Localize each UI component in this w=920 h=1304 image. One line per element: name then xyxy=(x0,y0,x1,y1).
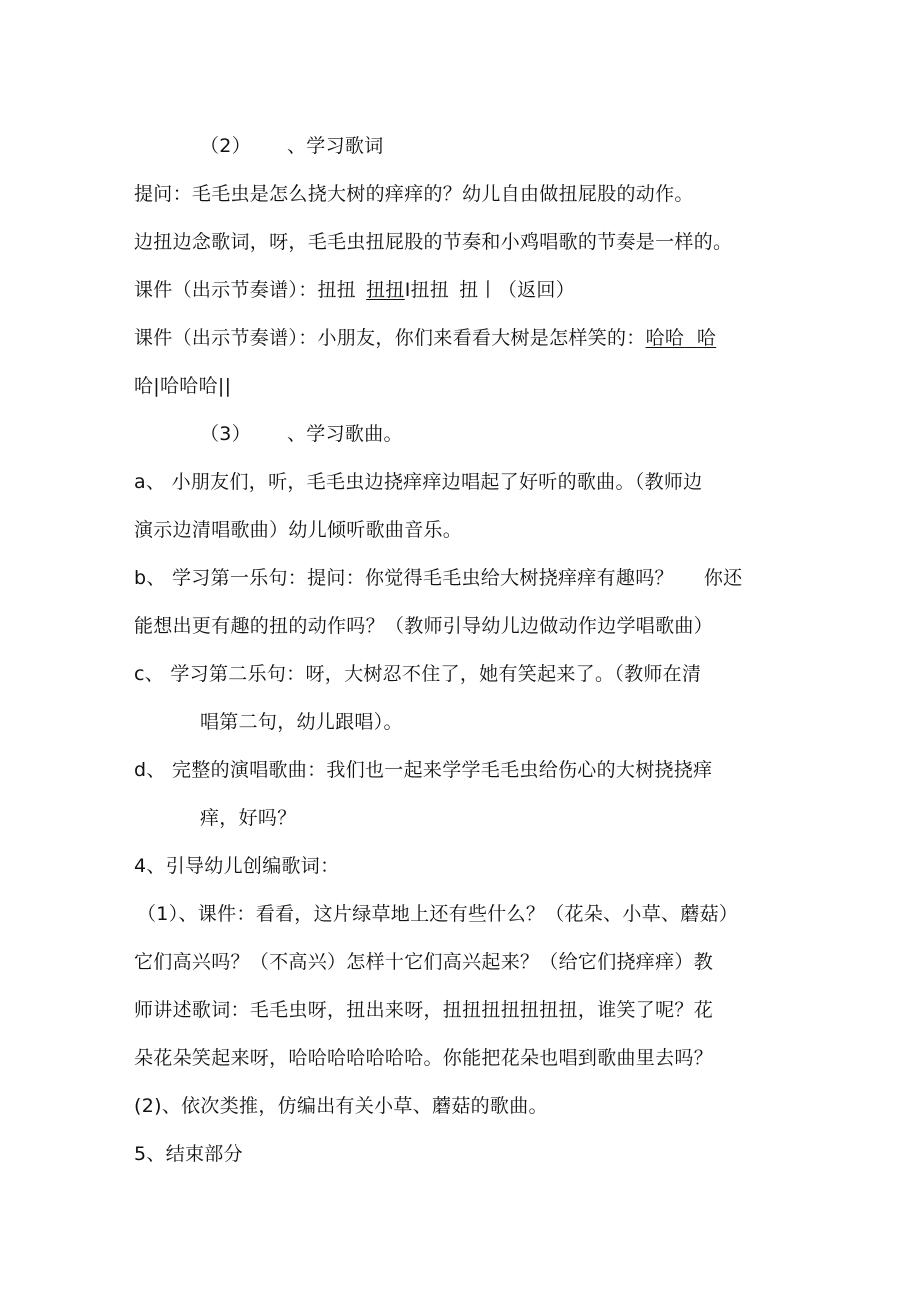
paragraph-line: 师讲述歌词：毛毛虫呀，扭出来呀，扭扭扭扭扭扭扭，谁笑了呢？花 xyxy=(134,999,714,1021)
paragraph-line: 唱第二句，幼儿跟唱）。 xyxy=(200,711,403,733)
text-run: 扭丨（返回） xyxy=(459,279,576,301)
paragraph-line: 提问：毛毛虫是怎么挠大树的痒痒的？幼儿自由做扭屁股的动作。 xyxy=(134,183,694,205)
section-number: （2） xyxy=(200,135,251,157)
rhythm-line xyxy=(134,277,575,303)
paragraph-line: d、 完整的演唱歌曲：我们也一起来学学毛毛虫给伤心的大树挠挠痒 xyxy=(134,759,713,781)
paragraph-line: c、 学习第二乐句：呀，大树忍不住了，她有笑起来了。（教师在清 xyxy=(134,663,702,685)
section-heading-5: 5、结束部分 xyxy=(134,1143,243,1165)
paragraph-line: （1）、课件：看看，这片绿草地上还有些什么？（花朵、小草、蘑菇） xyxy=(137,903,739,925)
rhythm-line xyxy=(134,325,716,351)
section-heading-3 xyxy=(200,421,403,447)
paragraph-line: 它们高兴吗？（不高兴）怎样十它们高兴起来？（给它们挠痒痒）教 xyxy=(134,951,714,973)
underlined-rhythm: 扭扭 xyxy=(366,279,405,301)
paragraph-line: (2)、依次类推，仿编出有关小草、蘑菇的歌曲。 xyxy=(134,1095,548,1117)
text-run: I扭扭 xyxy=(404,279,450,301)
paragraph-line: a、 小朋友们，听，毛毛虫边挠痒痒边唱起了好听的歌曲。（教师边 xyxy=(134,471,703,493)
paragraph-line: 能想出更有趣的扭的动作吗？（教师引导幼儿边做动作边学唱歌曲） xyxy=(134,615,714,637)
text-run: b、 学习第一乐句：提问：你觉得毛毛虫给大树挠痒痒有趣吗？ xyxy=(134,567,674,589)
paragraph-line: 痒，好吗？ xyxy=(200,807,297,829)
paragraph-line: 边扭边念歌词，呀，毛毛虫扭屁股的节奏和小鸡唱歌的节奏是一样的。 xyxy=(134,231,733,253)
paragraph-line: 演示边清唱歌曲）幼儿倾听歌曲音乐。 xyxy=(134,519,463,541)
section-title: 、学习歌词 xyxy=(287,135,384,157)
section-title: 、学习歌曲。 xyxy=(287,423,403,445)
text-run: 课件（出示节奏谱）：小朋友，你们来看看大树是怎样笑的： xyxy=(134,327,646,349)
section-number: （3） xyxy=(200,423,251,445)
section-heading-4: 4、引导幼儿创编歌词： xyxy=(134,855,340,877)
paragraph-line: 哈|哈哈哈|| xyxy=(134,375,232,397)
text-run: 课件（出示节奏谱）：扭扭 xyxy=(134,279,357,301)
paragraph-line xyxy=(134,565,742,591)
paragraph-line: 朵花朵笑起来呀，哈哈哈哈哈哈哈。你能把花朵也唱到歌曲里去吗？ xyxy=(134,1047,714,1069)
underlined-rhythm: 哈 xyxy=(696,327,717,349)
text-run: 你还 xyxy=(703,567,743,589)
section-heading-2 xyxy=(200,133,384,159)
underlined-rhythm: 哈哈 xyxy=(645,327,685,349)
